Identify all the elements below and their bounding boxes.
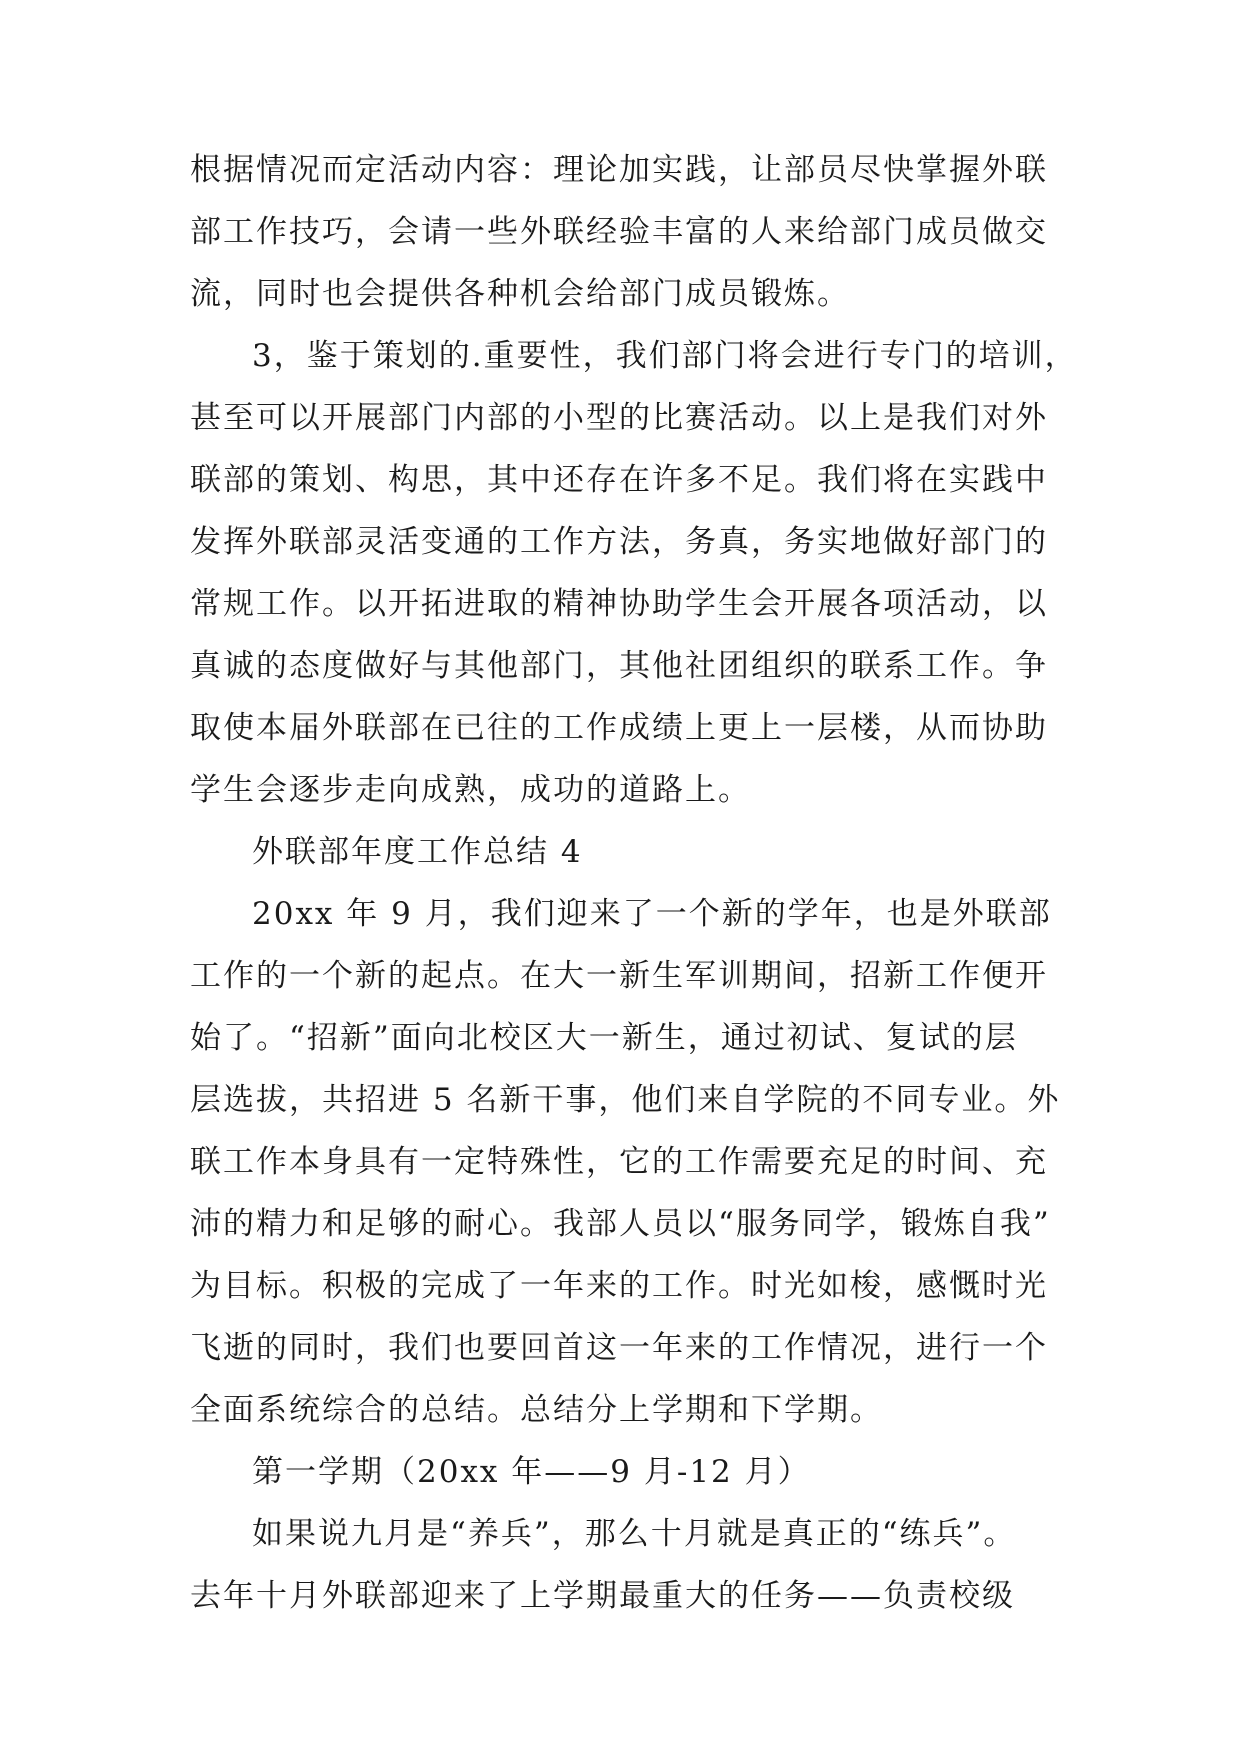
- text-line: 联工作本身具有一定特殊性，它的工作需要充足的时间、充: [190, 1144, 1048, 1180]
- text-line: 20xx 年 9 月，我们迎来了一个新的学年，也是外联部: [252, 896, 1052, 932]
- text-line: 取使本届外联部在已往的工作成绩上更上一层楼，从而协助: [190, 710, 1048, 746]
- text-line: 为目标。积极的完成了一年来的工作。时光如梭，感慨时光: [190, 1268, 1048, 1304]
- text-line: 发挥外联部灵活变通的工作方法，务真，务实地做好部门的: [190, 524, 1048, 560]
- text-line: 如果说九月是“养兵”，那么十月就是真正的“练兵”。: [252, 1516, 1017, 1552]
- text-line: 全面系统综合的总结。总结分上学期和下学期。: [190, 1392, 883, 1428]
- text-line: 3，鉴于策划的.重要性，我们部门将会进行专门的培训，: [252, 338, 1078, 374]
- text-line: 层选拔，共招进 5 名新干事，他们来自学院的不同专业。外: [190, 1082, 1061, 1118]
- text-line: 甚至可以开展部门内部的小型的比赛活动。以上是我们对外: [190, 400, 1048, 436]
- section-heading: 外联部年度工作总结 4: [252, 834, 583, 870]
- text-line: 去年十月外联部迎来了上学期最重大的任务——负责校级: [190, 1578, 1015, 1614]
- section-heading: 第一学期（20xx 年——9 月-12 月）: [252, 1454, 811, 1490]
- text-line: 学生会逐步走向成熟，成功的道路上。: [190, 772, 751, 808]
- text-line: 流，同时也会提供各种机会给部门成员锻炼。: [190, 276, 850, 312]
- text-line: 飞逝的同时，我们也要回首这一年来的工作情况，进行一个: [190, 1330, 1048, 1366]
- text-line: 常规工作。以开拓进取的精神协助学生会开展各项活动，以: [190, 586, 1048, 622]
- text-line: 工作的一个新的起点。在大一新生军训期间，招新工作便开: [190, 958, 1048, 994]
- text-line: 部工作技巧，会请一些外联经验丰富的人来给部门成员做交: [190, 214, 1048, 250]
- text-line: 根据情况而定活动内容：理论加实践，让部员尽快掌握外联: [190, 152, 1048, 188]
- text-line: 联部的策划、构思，其中还存在许多不足。我们将在实践中: [190, 462, 1048, 498]
- text-line: 真诚的态度做好与其他部门，其他社团组织的联系工作。争: [190, 648, 1048, 684]
- text-line: 沛的精力和足够的耐心。我部人员以“服务同学，锻炼自我”: [190, 1206, 1051, 1242]
- text-line: 始了。“招新”面向北校区大一新生，通过初试、复试的层: [190, 1020, 1018, 1056]
